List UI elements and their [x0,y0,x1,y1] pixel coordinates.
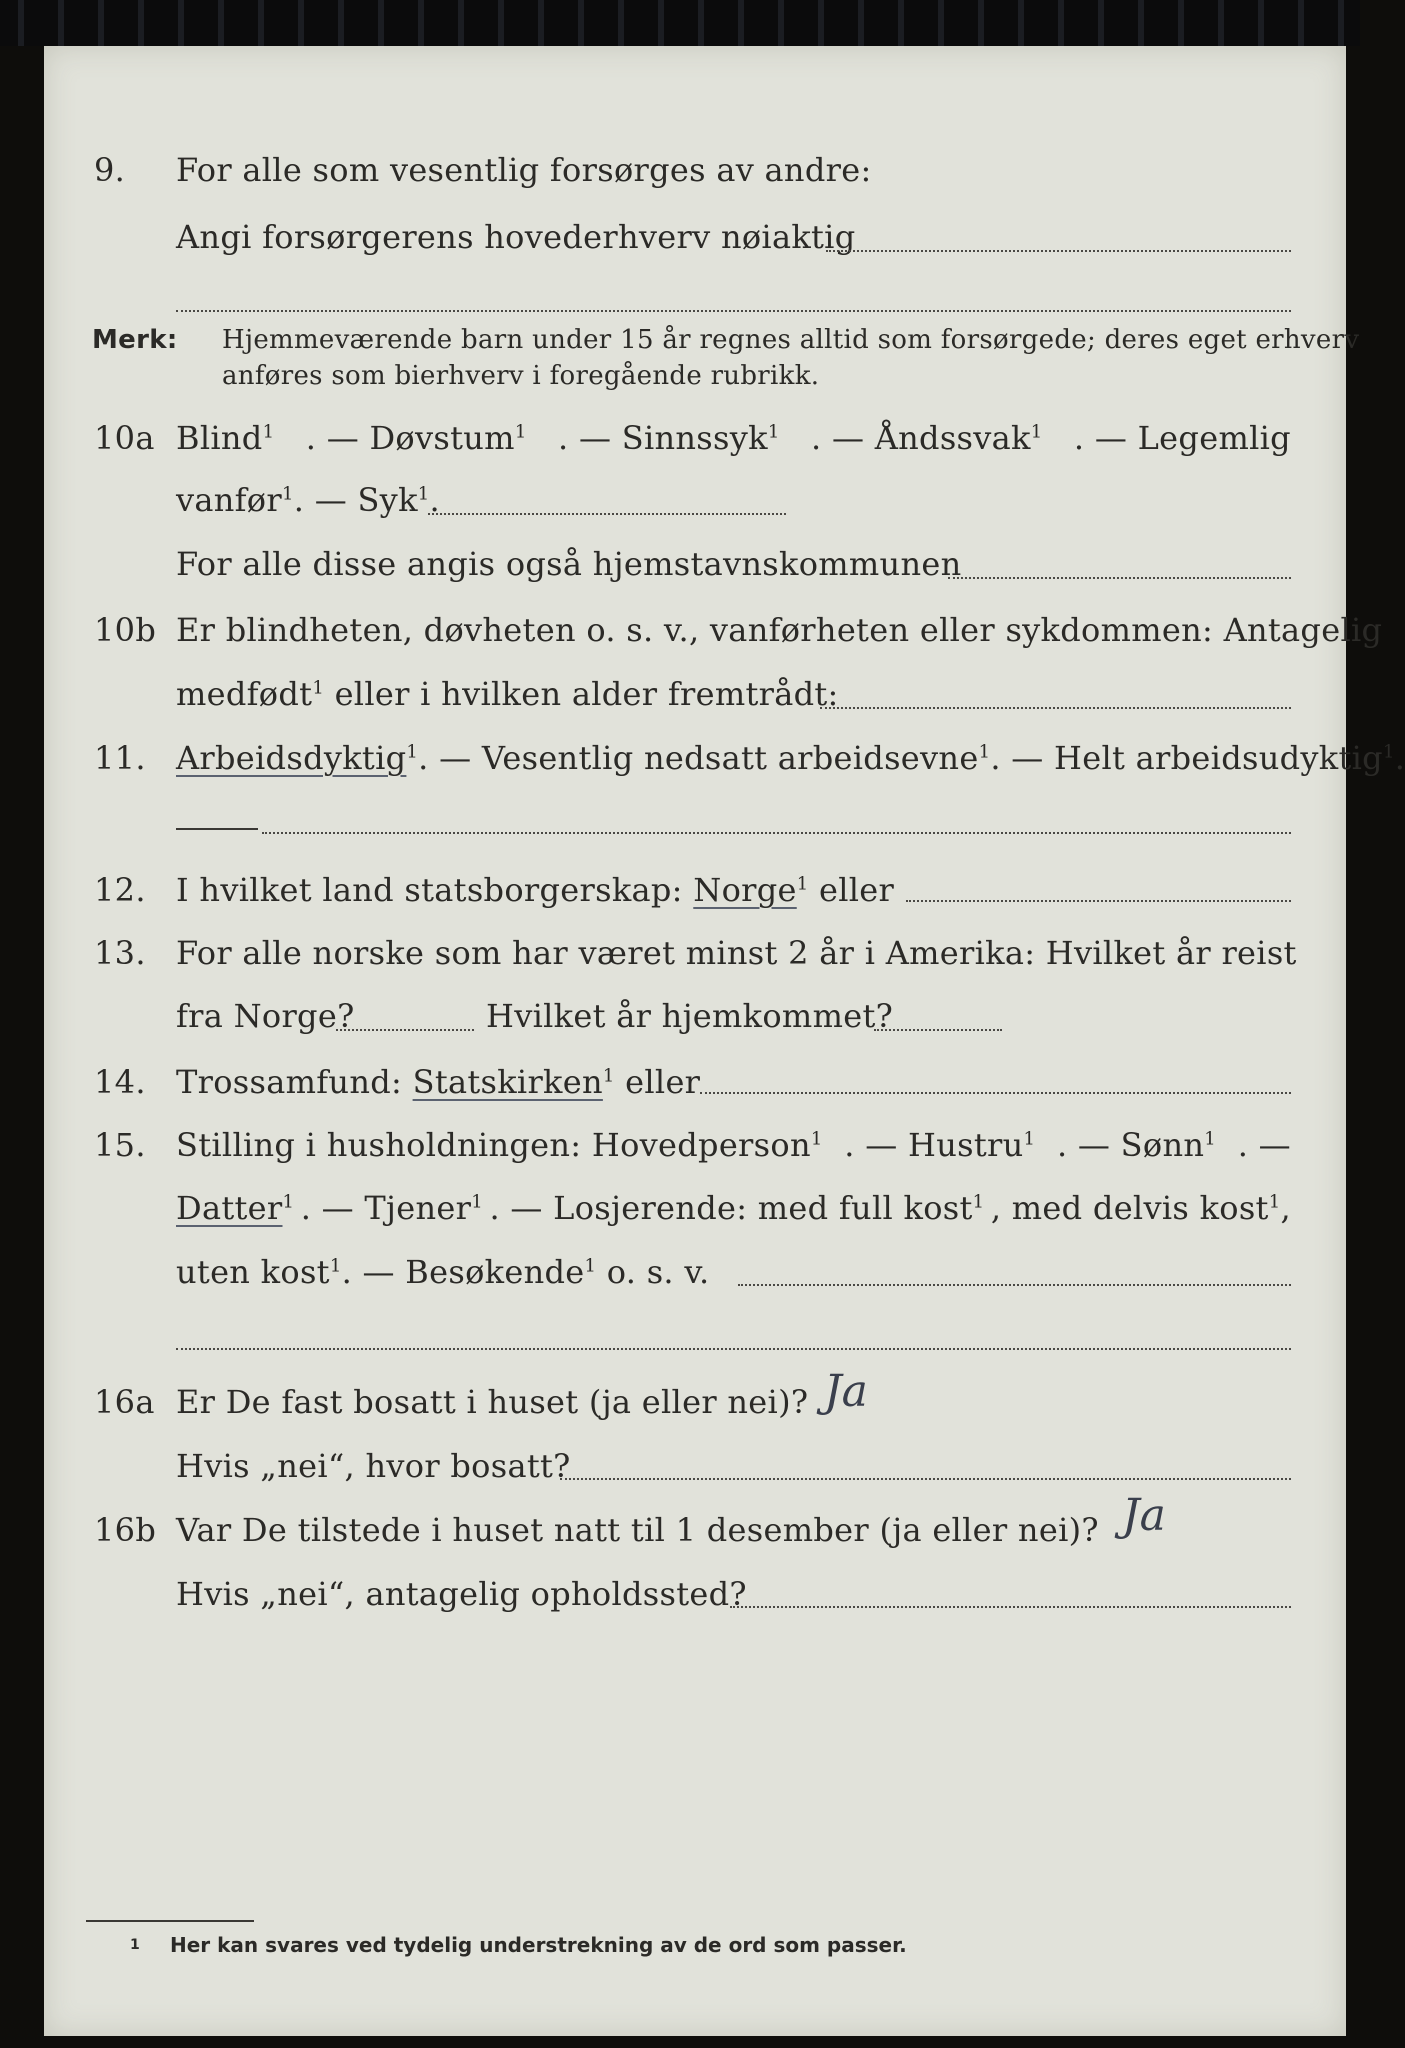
q11-answer-mark [176,828,258,830]
q10a-option-andssvak[interactable]: . — Åndssvak$^1$ [811,419,1043,457]
q10b-number: 10b [94,611,157,649]
q10a-option-dovstum[interactable]: . — Døvstum$^1$ [305,419,527,457]
merk-text-1: Hjemmeværende barn under 15 år regnes alltid som forsørgede; deres eget erhverv [222,325,1360,355]
q16b-number: 16b [94,1511,157,1549]
footnote-rule [86,1920,254,1922]
q15-options-1: Stilling i husholdningen: Hovedperson$^1$ . — Hustru$^1$ . — Sønn$^1$ . — [176,1126,1291,1164]
q15-option-uten-kost[interactable]: uten kost$^1$ [176,1253,342,1291]
q11-answer-field[interactable] [262,832,1291,834]
q15-option-hustru[interactable]: . — Hustru$^1$ [844,1126,1036,1164]
footnote-mark: 1 [130,1937,140,1953]
q15-option-sonn[interactable]: . — Sønn$^1$ [1056,1126,1217,1164]
q15-option-datter[interactable]: Datter$^1$ [176,1189,295,1227]
q9-number: 9. [94,151,126,189]
q10b-alder-field[interactable] [820,707,1291,709]
q15-answer-field[interactable] [738,1284,1291,1286]
q10a-option-sinnssyk[interactable]: . — Sinnssyk$^1$ [558,419,780,457]
q14-text: Trossamfund: Statskirken$^1$ eller [176,1063,701,1101]
q15-option-full-kost[interactable]: . — Losjerende: med full kost$^1$ [489,1189,985,1227]
q10a-hjemstavn-field[interactable] [948,577,1291,579]
q16a-handwritten-answer: Ja [824,1366,868,1417]
q13-number: 13. [94,934,146,972]
q13-hjemkommet-field[interactable] [874,1029,1002,1031]
q13-text-2b: Hvilket år hjemkommet? [486,997,894,1035]
q16a-number: 16a [94,1383,155,1421]
q11-options: Arbeidsdyktig$^1$. — Vesentlig nedsatt arbeidsevne$^1$. — Helt arbeidsudyktig$^1$. [176,739,1405,777]
q10a-option-legemlig[interactable]: . — Legemlig [1073,419,1291,457]
q12-option-norge[interactable]: Norge [693,871,797,909]
q10a-syk-field[interactable] [428,513,786,515]
q15-option-delvis-kost[interactable]: , med delvis kost$^1$, [990,1189,1291,1227]
q10a-text-3: For alle disse angis også hjemstavnskommunen [176,545,962,583]
q15-option-hovedperson[interactable]: Stilling i husholdningen: Hovedperson$^1$ [176,1126,823,1164]
q16b-text-2: Hvis „nei“, antagelig opholdssted? [176,1575,747,1613]
q10a-option-blind[interactable]: Blind$^1$ [176,419,275,457]
q16b-handwritten-answer: Ja [1122,1490,1166,1541]
q10b-text-1: Er blindheten, døvheten o. s. v., vanførheten eller sykdommen: Antagelig [176,611,1383,649]
q15-option-besokende[interactable]: . — Besøkende$^1$ [341,1253,597,1291]
q9-answer-field[interactable] [826,250,1291,252]
q15-options-2 [176,1188,1291,1228]
q9-text-2: Angi forsørgerens hovederhverv nøiaktig [176,218,856,256]
q15-number: 15. [94,1126,146,1164]
q11-option-arbeidsdyktig[interactable]: Arbeidsdyktig [176,739,407,777]
q12-answer-field[interactable] [906,900,1291,902]
scan-top-edge [0,0,1360,46]
q16a-text-2: Hvis „nei“, hvor bosatt? [176,1447,571,1485]
q11-number: 11. [94,739,146,777]
q11-option-nedsatt[interactable]: . — Vesentlig nedsatt arbeidsevne [418,739,979,777]
q12-number: 12. [94,871,146,909]
q11-option-udyktig[interactable]: . — Helt arbeidsudyktig [990,739,1383,777]
q16a-bosatt-field[interactable] [560,1478,1291,1480]
q16b-text-1: Var De tilstede i huset natt til 1 desember (ja eller nei)? [176,1511,1099,1549]
q15-answer-field-2[interactable] [176,1348,1291,1350]
merk-label: Merk: [92,325,178,355]
footnote-text: Her kan svares ved tydelig understrekning av de ord som passer. [170,1933,907,1957]
q14-option-statskirken[interactable]: Statskirken [412,1063,603,1101]
q10a-number: 10a [94,419,155,457]
q13-reist-field[interactable] [336,1029,474,1031]
q16a-text-1: Er De fast bosatt i huset (ja eller nei)? [176,1383,809,1421]
q10a-options [176,418,1291,458]
q16b-opholdssted-field[interactable] [730,1606,1291,1608]
q10a-text-2: vanfør$^1$. — Syk$^1$. [176,481,441,519]
q14-number: 14. [94,1063,146,1101]
q10b-text-2: medfødt$^1$ eller i hvilken alder fremtrådt: [176,675,839,713]
q15-option-tjener[interactable]: . — Tjener$^1$ [300,1189,484,1227]
q13-text-1: For alle norske som har været minst 2 år i Amerika: Hvilket år reist [176,934,1297,972]
q9-answer-field-2[interactable] [176,310,1291,312]
merk-text-2: anføres som bierhverv i foregående rubrikk. [222,361,820,391]
q14-answer-field[interactable] [700,1092,1291,1094]
q15-options-3: uten kost$^1$. — Besøkende$^1$ o. s. v. [176,1253,710,1291]
q13-text-2a: fra Norge? [176,997,355,1035]
q9-text-1: For alle som vesentlig forsørges av andre: [176,151,872,189]
q12-text: I hvilket land statsborgerskap: Norge$^1$ eller [176,871,895,909]
